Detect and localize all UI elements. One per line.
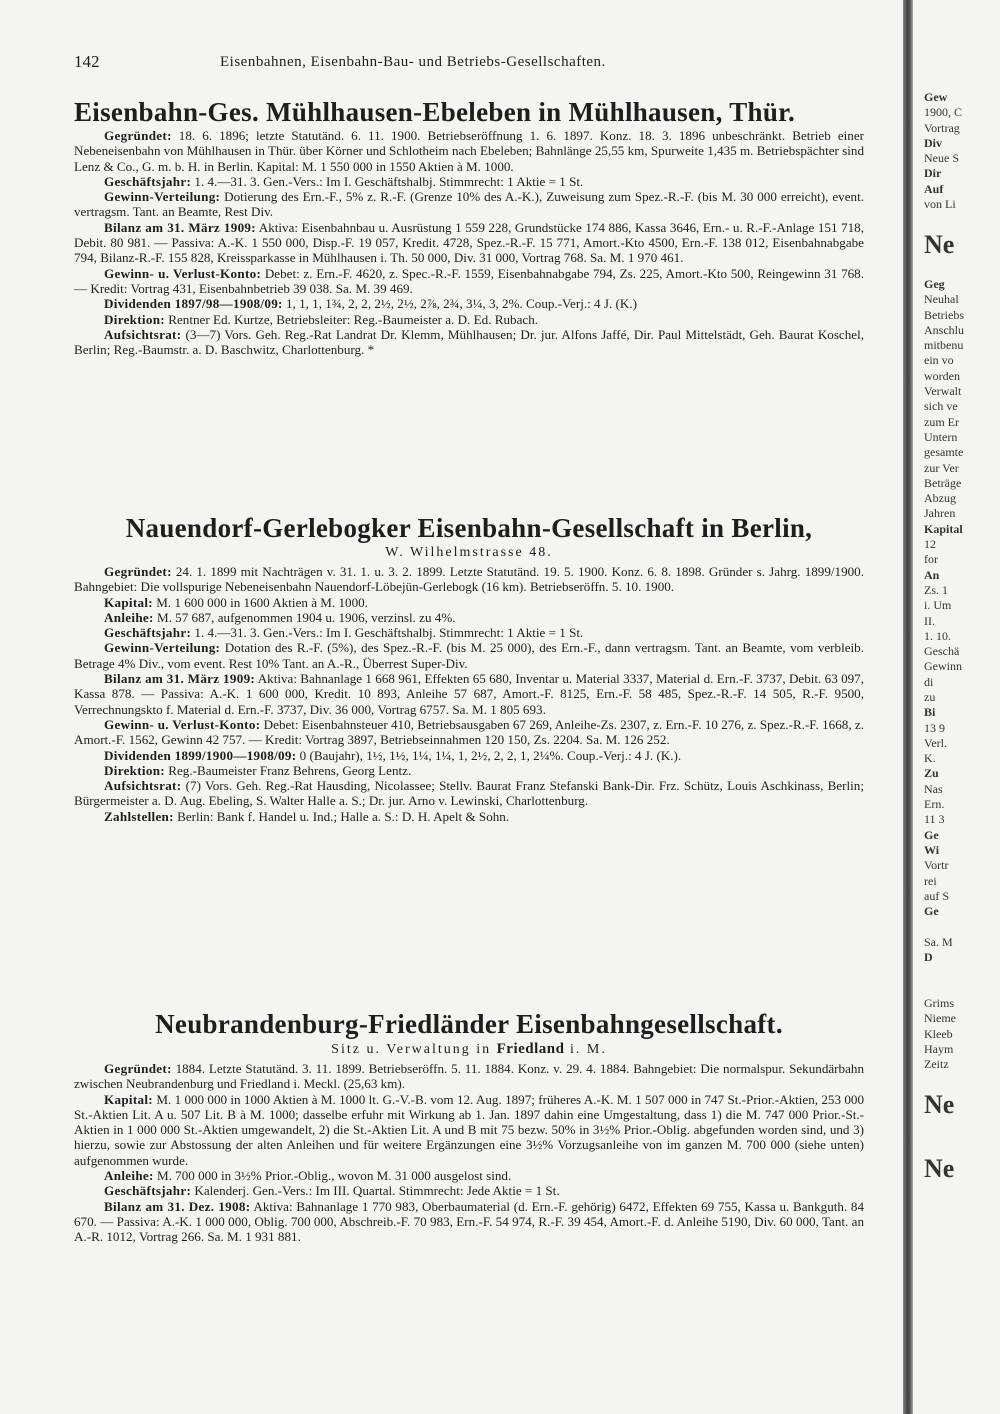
adjacent-fragment: Zs. 1 [924, 582, 948, 597]
adjacent-fragment [924, 981, 1000, 996]
entry-paragraph [74, 128, 864, 174]
adjacent-fragment: Zeitz [924, 1057, 949, 1072]
adjacent-fragment: Vortrag [924, 120, 960, 135]
paragraph-label: Dividenden 1899/1900—1908/09: [104, 747, 297, 763]
adjacent-fragment: Ne [924, 229, 955, 259]
paragraph-label: Kapital: [104, 594, 153, 610]
paragraph-label: Gegründet: [104, 564, 172, 579]
adjacent-fragment: 12 [924, 537, 936, 552]
adjacent-fragment: D [924, 950, 933, 965]
adjacent-fragment: Untern [924, 429, 958, 444]
entry-paragraph [74, 763, 864, 778]
paragraph-text: M. 1 600 000 in 1600 Aktien à M. 1000. [156, 594, 368, 610]
adjacent-fragment: Jahren [924, 506, 956, 521]
adjacent-fragment: Dir [924, 166, 942, 181]
entry-paragraph [74, 1092, 864, 1168]
entry-title: Nauendorf-Gerlebogker Eisenbahn-Gesellschaft in Berlin, [125, 513, 813, 543]
paragraph-label: Zahlstellen: [104, 808, 174, 824]
adjacent-fragment: Zu [924, 766, 939, 781]
adjacent-fragment: sich ve [924, 399, 958, 414]
paragraph-text: (3—7) Vors. Geh. Reg.-Rat Landrat Dr. Klemm, Mühlhausen; Dr. jur. Alfons Jaffé, Dir. Paul Mittelstädt, Geh. Baurat Koschel, Berlin; Reg.-Baumstr. a. D. Baschwitz, Charlottenburg. * [74, 326, 864, 358]
paragraph-text: Dotierung des Ern.-F., 5% z. R.-F. (Grenze 10% des A.-K.), Zuweisung zum Spez.-R.-F. (bis M. 30 000 erreicht), event. vertragsm. Tant. an Beamte, Rest Div. [74, 189, 864, 220]
entry-paragraph [74, 778, 864, 809]
adjacent-fragment: Ne [924, 1154, 955, 1184]
adjacent-fragment: auf S [924, 888, 949, 903]
adjacent-fragment [924, 1072, 1000, 1087]
adjacent-fragment: Anschlu [924, 322, 964, 337]
paragraph-text: Reg.-Baumeister Franz Behrens, Georg Lentz. [168, 762, 412, 778]
paragraph-label: Geschäftsjahr: [104, 625, 192, 641]
entry-paragraph [74, 1199, 864, 1245]
adjacent-fragment: Sa. M [924, 934, 953, 949]
address-city: Friedland [496, 1041, 565, 1057]
adjacent-fragment: Beträge [924, 475, 962, 490]
entry-paragraph [74, 1183, 864, 1198]
adjacent-fragment: Ge [924, 904, 939, 919]
address-prefix: Sitz u. Verwaltung in [331, 1042, 492, 1057]
paragraph-label: Anleihe: [104, 609, 154, 625]
adjacent-fragment: Gew [924, 90, 948, 104]
paragraph-text: Debet: z. Ern.-F. 4620, z. Spec.-R.-F. 1559, Eisenbahnabgabe 794, Zs. 225, Amort.-Kto 500, Reingewinn 31 768. — Kredit: Vortrag 431, Eisenbahnbetrieb 39 038. Sa. M. 39 469. [74, 265, 864, 296]
paragraph-label: Gegründet: [104, 128, 172, 143]
entry-paragraph [74, 189, 864, 220]
paragraph-text: M. 700 000 in 3½% Prior.-Oblig., wovon M. 31 000 ausgelost sind. [156, 1168, 512, 1184]
adjacent-fragment: Kapital [924, 521, 963, 536]
entry-paragraph [74, 595, 864, 610]
adjacent-fragment: Geschä [924, 644, 960, 659]
company-entry-nauendorf-gerlebogk [74, 512, 864, 824]
adjacent-fragment: Kleeb [924, 1026, 953, 1041]
adjacent-fragment: zum Er [924, 414, 959, 429]
adjacent-fragment: 13 9 [924, 720, 945, 735]
adjacent-fragment: An [924, 567, 940, 582]
running-title: Eisenbahnen, Eisenbahn-Bau- und Betriebs-Gesellschaften. [220, 54, 606, 70]
entry-paragraph [74, 671, 864, 717]
adjacent-fragment: Neuhal [924, 292, 959, 307]
entry-paragraph [74, 564, 864, 595]
paragraph-text: 1. 4.—31. 3. Gen.-Vers.: Im I. Geschäftshalbj. Stimmrecht: 1 Aktie = 1 St. [194, 173, 584, 189]
adjacent-fragment: Div [924, 135, 942, 150]
entry-paragraph [74, 312, 864, 327]
entry-paragraph [74, 640, 864, 671]
adjacent-fragment: Grims [924, 995, 954, 1010]
paragraph-label: Geschäftsjahr: [104, 173, 192, 189]
page-gutter-shadow [903, 0, 913, 1414]
adjacent-fragment: Betriebs [924, 307, 964, 322]
paragraph-text: Dotation des R.-F. (5%), des Spez.-R.-F. (bis M. 25 000), des Ern.-F., dann vertragsm. Tant. an Beamte, vom verbleib. Betrage 4% Div., vom event. Rest 10% Tant. an A.-R., Überrest Super-Div. [74, 640, 864, 671]
entry-paragraph [74, 1061, 864, 1092]
adjacent-fragment [924, 919, 1000, 934]
paragraph-label: Aufsichtsrat: [104, 778, 182, 794]
adjacent-fragment: Wi [924, 842, 940, 857]
entry-paragraph [74, 266, 864, 297]
adjacent-fragment [924, 262, 1000, 277]
entry-paragraph [74, 174, 864, 189]
running-head [74, 52, 864, 82]
adjacent-fragment: 1900, C [924, 105, 963, 120]
adjacent-fragment [924, 1137, 1000, 1152]
company-entry-muehlhausen-ebeleben [74, 96, 864, 357]
adjacent-fragment: Ern. [924, 797, 945, 812]
adjacent-fragment: Gewinn [924, 659, 962, 674]
entry-title: Eisenbahn-Ges. Mühlhausen-Ebeleben in Mühlhausen, Thür. [74, 97, 795, 127]
adjacent-fragment: zur Ver [924, 460, 959, 475]
entry-title: Neubrandenburg-Friedländer Eisenbahngesellschaft. [155, 1009, 783, 1039]
adjacent-fragment: i. Um [924, 598, 952, 613]
adjacent-fragment: di [924, 674, 934, 689]
adjacent-fragment: mitbenu [924, 338, 964, 353]
paragraph-text: 24. 1. 1899 mit Nachträgen v. 31. 1. u. 3. 2. 1899. Letzte Statutänd. 19. 5. 1900. Konz. 6. 8. 1898. Gründer s. Jahrg. 1899/1900. Bahngebiet: Die vollspurige Nebeneisenbahn Nauendorf-Löbejün-Gerlebogk (16 km). Betriebseröffn. 5. 10. 1900. [74, 564, 864, 595]
paragraph-label: Direktion: [104, 311, 165, 327]
adjacent-fragment: Ne [924, 1089, 955, 1119]
entry-body [74, 564, 864, 824]
paragraph-label: Gewinn- u. Verlust-Konto: [104, 265, 262, 281]
paragraph-text: 1, 1, 1, 1¾, 2, 2, 2½, 2½, 2⅞, 2¾, 3¼, 3, 2%. Coup.-Verj.: 4 J. (K.) [285, 296, 637, 312]
adjacent-fragment: von Li [924, 197, 956, 212]
adjacent-fragment: Geg [924, 276, 945, 291]
entry-paragraph [74, 610, 864, 625]
paragraph-label: Aufsichtsrat: [104, 326, 182, 342]
adjacent-fragment: Neue S [924, 151, 959, 166]
paragraph-text: Aktiva: Eisenbahnbau u. Ausrüstung 1 559 228, Grundstücke 174 886, Kassa 3646, Ern.- u. R.-F.-Anlage 151 718, Debit. 80 981. — Passiva: A.-K. 1 550 000, Disp.-F. 19 057, Kredit. 4728, Spez.-R.-F. 15 771, Amort.-Kto 4500, Ern.-F. 138 012, Eisenbahnabgabe 794, Bilanz-R.-F. 155 828, Kreissparkasse in Mühlhausen i. Th. 50 000, Div. 31 000, Vortrag 768. Sa. M. 1 970 461. [74, 219, 864, 266]
paragraph-text: Rentner Ed. Kurtze, Betriebsleiter: Reg.-Baumeister a. D. Ed. Rubach. [168, 311, 539, 327]
main-column [74, 52, 864, 82]
adjacent-page-column [924, 90, 1000, 1414]
entry-address [74, 1040, 864, 1059]
adjacent-fragment: Abzug [924, 491, 956, 506]
paragraph-label: Gewinn-Verteilung: [104, 189, 221, 205]
paragraph-label: Direktion: [104, 762, 165, 778]
paragraph-label: Geschäftsjahr: [104, 1183, 192, 1199]
page-number: 142 [74, 52, 100, 71]
entry-paragraph [74, 809, 864, 824]
paragraph-text: 1. 4.—31. 3. Gen.-Vers.: Im I. Geschäftshalbj. Stimmrecht: 1 Aktie = 1 St. [194, 625, 584, 641]
adjacent-fragment: Nieme [924, 1011, 956, 1026]
paragraph-label: Gegründet: [104, 1061, 172, 1076]
entry-paragraph [74, 327, 864, 358]
entry-paragraph [74, 220, 864, 266]
adjacent-fragment: Haym [924, 1041, 954, 1056]
paragraph-text: Kalenderj. Gen.-Vers.: Im III. Quartal. Stimmrecht: Jede Aktie = 1 St. [194, 1183, 560, 1199]
paragraph-label: Dividenden 1897/98—1908/09: [104, 296, 283, 312]
entry-address: W. Wilhelmstrasse 48. [385, 545, 553, 560]
adjacent-fragment [924, 965, 1000, 980]
adjacent-fragment: for [924, 552, 938, 567]
adjacent-fragment: Verwalt [924, 384, 962, 399]
paragraph-label: Anleihe: [104, 1168, 154, 1184]
adjacent-fragment: 1. 10. [924, 628, 951, 643]
paragraph-text: (7) Vors. Geh. Reg.-Rat Hausding, Nicolassee; Stellv. Baurat Franz Stefanski Bank-Dir. Frz. Schütz, Louis Aschkinass, Berlin; Bürgermeister a. D. Aug. Ebeling, S. Walter Halle a. S.; Dr. jur. Arno v. Lewinski, Charlottenburg. [74, 778, 864, 809]
entry-body [74, 128, 864, 357]
paragraph-text: Berlin: Bank f. Handel u. Ind.; Halle a. S.: D. H. Apelt & Sohn. [177, 808, 510, 824]
paragraph-text: M. 1 000 000 in 1000 Aktien à M. 1000 lt. G.-V.-B. vom 12. Aug. 1897; früheres A.-K. M. 1 507 000 in 747 St.-Prior.-Aktien, 253 000 St.-Aktien Lit. A u. 507 Lit. B à M. 1000; dasselbe erfuhr mit Wirkung ab 1. Jan. 1897 dahin eine Umgestaltung, dass 1) die M. 747 000 Prior.-St.-Aktien in 1 000 000 St.-Aktien umgewandelt, 2) die St.-Aktien Lit. A und B mit 75 bezw. 50% in 3½% Prior.-Oblig. abgefunden worden sind, und 3) hierzu, sowie zur Abstossung der alten Anleihen und für weitere Ergänzungen eine 3½% Vorzugsanleihe von im ganzen M. 700 000 (siehe unten) aufgenommen wurde. [74, 1091, 864, 1168]
adjacent-fragment: rei [924, 873, 937, 888]
paragraph-label: Kapital: [104, 1091, 153, 1107]
paragraph-label: Bilanz am 31. März 1909: [104, 219, 256, 235]
paragraph-label: Bilanz am 31. Dez. 1908: [104, 1198, 251, 1214]
adjacent-fragment: Vortr [924, 858, 949, 873]
paragraph-text: 1884. Letzte Statutänd. 3. 11. 1899. Betriebseröffn. 5. 11. 1884. Konz. v. 29. 4. 1884. Bahngebiet: Die normalspur. Sekundärbahn zwischen Neubrandenburg und Friedland i. Meckl. (25,63 km). [74, 1061, 864, 1092]
adjacent-fragment: Nas [924, 781, 943, 796]
adjacent-fragment [924, 212, 1000, 227]
adjacent-fragment: II. [924, 613, 935, 628]
entry-body [74, 1061, 864, 1245]
adjacent-fragment: Bi [924, 705, 936, 720]
paragraph-text: Aktiva: Bahnanlage 1 668 961, Effekten 65 680, Inventar u. Material 3337, Material d. Ern.-F. 3737, Debit. 63 097, Kassa 878. — Passiva: A.-K. 1 600 000, Kredit. 10 893, Anleihe 57 687, Amort.-F. 8125, Ern.-F. 58 485, Spez.-R.-F. 14 505, R.-F. 9500, Verrechnungskto f. Material d. Ern.-F. 3737, Div. 36 000, Vortrag 6757. Sa. M. 1 805 693. [74, 671, 864, 717]
paragraph-label: Gewinn-Verteilung: [104, 640, 221, 656]
adjacent-fragment: worden [924, 368, 960, 383]
paragraph-text: Aktiva: Bahnanlage 1 770 983, Oberbaumaterial (d. Ern.-F. gehörig) 6472, Effekten 69 755, Kassa u. Bankguth. 84 670. — Passiva: A.-K. 1 000 000, Oblig. 700 000, Abschreib.-F. 70 983, Ern.-F. 54 974, R.-F. 39 454, Amort.-F. d. Anleihe 5190, Div. 60 000, Tant. an A.-R. 1012, Vortrag 266. Sa. M. 1 931 881. [74, 1198, 864, 1245]
paragraph-label: Gewinn- u. Verlust-Konto: [104, 716, 261, 732]
company-entry-neubrandenburg-friedland [74, 1008, 864, 1245]
adjacent-fragment: gesamte [924, 445, 964, 460]
entry-paragraph [74, 625, 864, 640]
entry-paragraph [74, 1168, 864, 1183]
adjacent-fragment: K. [924, 751, 936, 766]
adjacent-fragment: 11 3 [924, 812, 945, 827]
entry-paragraph [74, 296, 864, 311]
adjacent-fragment: Verl. [924, 735, 947, 750]
paragraph-label: Bilanz am 31. März 1909: [104, 671, 256, 687]
paragraph-text: Debet: Eisenbahnsteuer 410, Betriebsausgaben 67 269, Anleihe-Zs. 2307, z. Ern.-F. 10 276, z. Spez.-R.-F. 1668, z. Amort.-F. 1562, Gewinn 42 757. — Kredit: Vortrag 3897, Betriebseinnahmen 120 150, Zs. 2204. Sa. M. 126 252. [74, 716, 864, 748]
adjacent-fragment [924, 1122, 1000, 1137]
adjacent-fragment: zu [924, 689, 936, 704]
paragraph-text: 18. 6. 1896; letzte Statutänd. 6. 11. 1900. Betriebseröffnung 1. 6. 1897. Konz. 18. 3. 1896 unbeschränkt. Betrieb einer Nebeneisenbahn von Mühlhausen in Thür. über Körner und Schlotheim nach Ebeleben; Bahnlänge 25,55 km, Spurweite 1,435 m. Betriebspächter sind Lenz & Co., G. m. b. H. in Berlin. Kapital: M. 1 550 000 in 1550 Aktien à M. 1000. [74, 128, 864, 174]
adjacent-fragment: Auf [924, 181, 944, 196]
entry-paragraph [74, 717, 864, 748]
adjacent-fragment: Ge [924, 827, 939, 842]
paragraph-text: 0 (Baujahr), 1½, 1½, 1¼, 1¼, 1, 2½, 2, 2, 1, 2¼%. Coup.-Verj.: 4 J. (K.). [299, 747, 682, 763]
address-suffix: i. M. [569, 1042, 607, 1057]
adjacent-fragment: ein vo [924, 353, 954, 368]
paragraph-text: M. 57 687, aufgenommen 1904 u. 1906, verzinsl. zu 4%. [156, 609, 456, 625]
entry-paragraph [74, 748, 864, 763]
